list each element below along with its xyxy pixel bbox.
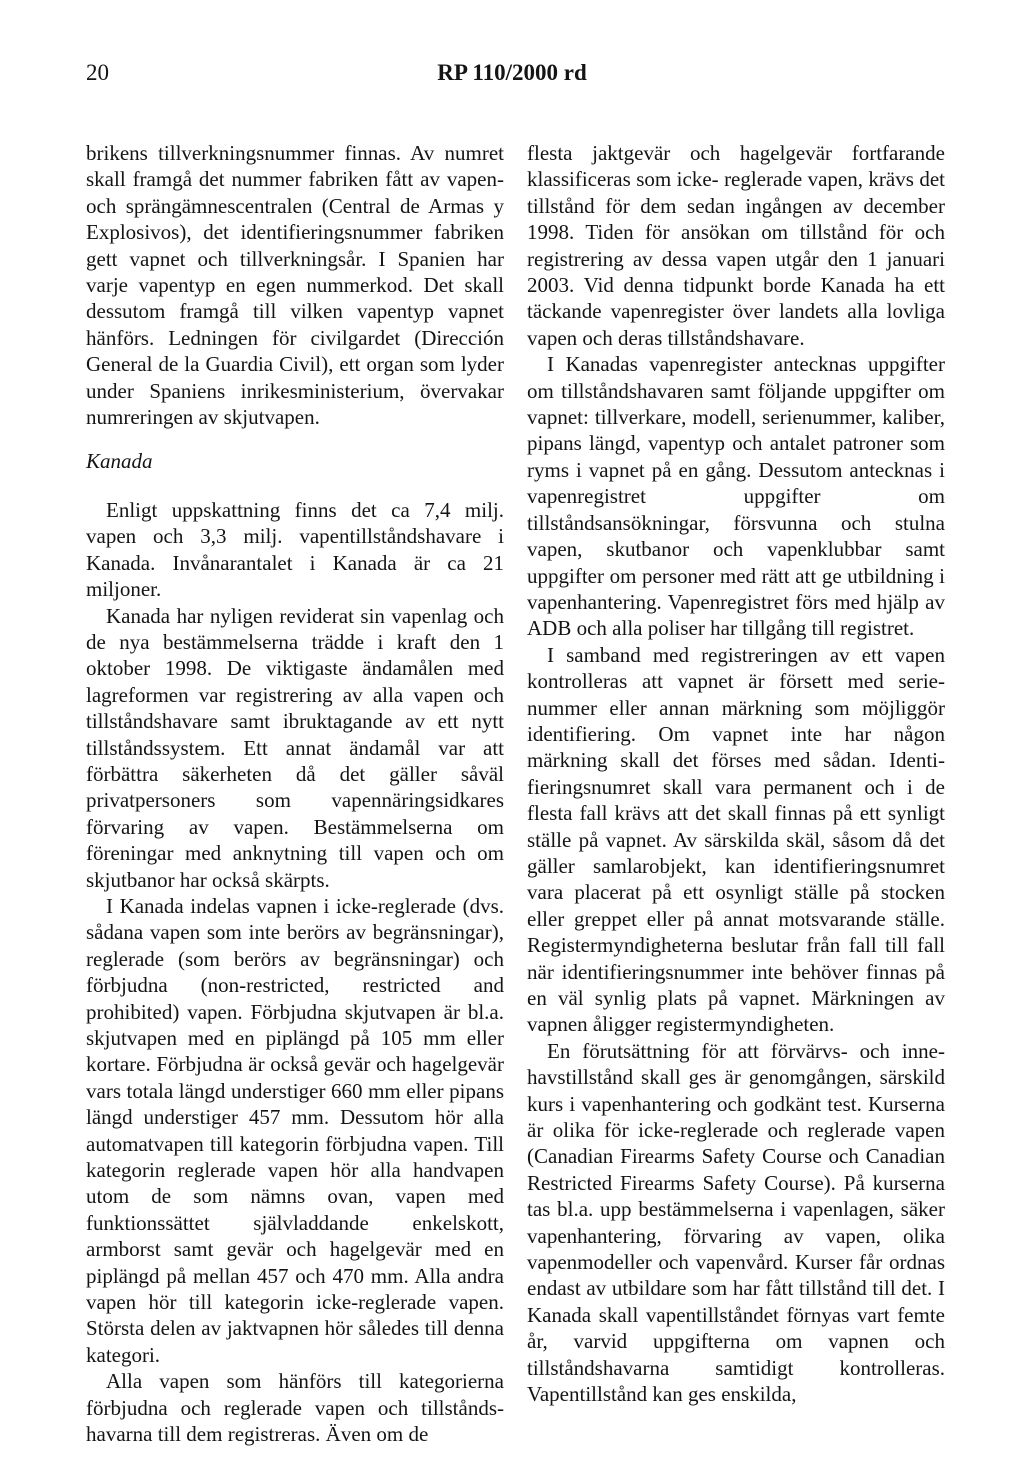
paragraph: brikens tillverkningsnummer finnas. Av numret skall framgå det nummer fabriken fått av vapen- och sprängämnescentralen (Central de Armas y Explosivos), det identifieringsnummer fabriken gett vapnet och tillverkningsår. I Spanien har varje vapentyp en egen nummerkod. Det skall dessutom framgå till vilken vapentyp vapnet hänförs. Ledningen för civilgardet (Dirección General de la Guardia Civil), ett organ som lyder under Spaniens inrikesministerium, övervakar numreringen av skjutvapen. <box>86 141 504 430</box>
paragraph: flesta jaktgevär och hagelgevär fortfarande klassificeras som icke- reglerade vapen, krävs det tillstånd för dem sedan ingången av december 1998. Tiden för ansökan om tillstånd för och registrering av dessa vapen utgår den 1 januari 2003. Vid denna tidpunkt borde Kanada ha ett täckande vapenregister över landets alla lovliga vapen och deras tillståndshavare. <box>527 141 945 350</box>
section-heading-kanada: Kanada <box>86 449 153 474</box>
document-id: RP 110/2000 rd <box>437 60 587 85</box>
right-column <box>527 140 945 1408</box>
paragraph: I Kanada indelas vapnen i icke-reglerade (dvs. sådana vapen som inte berörs av begränsningar), reglerade (som berörs av begränsningar) och förbjudna (non-restricted, restricted and prohibited) vapen. Förbjudna skjutvapen är bl.a. skjutvapen med en piplängd på 105 mm eller kortare. Förbjudna är också gevär och hagelgevär vars totala längd understiger 660 mm eller pipans längd understiger 457 mm. Dessutom hör alla automatvapen till kategorin förbjudna vapen. Till kategorin reglerade vapen hör alla handvapen utom de som nämns ovan, vapen med funktionssättet självladdande enkelskott, armborst samt gevär och hagelgevär med en piplängd på mellan 457 och 470 mm. Alla andra vapen hör till kategorin icke-reglerade vapen. Största delen av jaktvapnen hör således till denna kategori. <box>86 893 504 1367</box>
page-number: 20 <box>86 60 109 85</box>
paragraph: En förutsättning för att förvärvs- och innehavstillstånd skall ges är genomgången, särskild kurs i vapenhantering och godkänt test. Kurserna är olika för icke-reglerade och reglerade vapen (Canadian Firearms Safety Course och Canadian Restricted Firearms Safety Course). På kurserna tas bl.a. upp bestämmelserna i vapenlagen, säker vapenhantering, förvaring av vapen, olika vapenmodeller och vapenvård. Kurser får ordnas endast av utbildare som har fått tillstånd till det. I Kanada skall vapentillståndet förnyas vart femte år, varvid uppgifterna om vapnen och tillståndshavarna samtidigt kontrolleras. Vapentillstånd kan ges enskilda, <box>527 1038 945 1407</box>
left-column <box>86 140 504 1448</box>
paragraph: Enligt uppskattning finns det ca 7,4 milj. vapen och 3,3 milj. vapentillståndshavare i Kanada. Invånarantalet i Kanada är ca 21 miljoner. <box>86 497 504 602</box>
paragraph: I Kanadas vapenregister antecknas uppgifter om tillståndshavaren samt följande uppgifter om vapnet: tillverkare, modell, serienummer, kaliber, pipans längd, vapentyp och antalet patroner som ryms i vapnet på en gång. Dessutom antecknas i vapenregistret uppgifter om tillståndsansökningar, försvunna och stulna vapen, skutbanor och vapenklubbar samt uppgifter om personer med rätt att ge utbildning i vapenhantering. Vapenregistret förs med hjälp av ADB och alla poliser har tillgång till registret. <box>527 352 945 641</box>
paragraph: Alla vapen som hänförs till kategorierna förbjudna och reglerade vapen och tillståndshavarna till dem registreras. Även om de <box>86 1369 504 1447</box>
paragraph: I samband med registreringen av ett vapen kontrolleras att vapnet är försett med serienummer eller annan märkning som möjliggör identifiering. Om vapnet inte har någon märkning skall det förses med sådan. Identifieringsnumret skall vara permanent och i de flesta fall krävs att det skall finnas på ett synligt ställe på vapnet. Av särskilda skäl, såsom då det gäller samlarobjekt, kan identifieringsnumret vara placerat på ett osynligt ställe på stocken eller greppet eller på annat motsvarande ställe. Registermyndigheterna beslutar från fall till fall när identifieringsnummer inte behöver finnas på en väl synlig plats på vapnet. Märkningen av vapnen åligger registermyndigheten. <box>527 642 945 1037</box>
paragraph: Kanada har nyligen reviderat sin vapenlag och de nya bestämmelserna trädde i kraft den 1 oktober 1998. De viktigaste ändamålen med lagreformen var registrering av alla vapen och tillståndshavare samt ibruktagande av ett nytt tillståndssystem. Ett annat ändamål var att förbättra säkerheten då det gäller såväl privatpersoners som vapennäringsidkares förvaring av vapen. Bestämmelserna om föreningar med anknytning till vapen och om skjutbanor har också skärpts. <box>86 603 504 892</box>
